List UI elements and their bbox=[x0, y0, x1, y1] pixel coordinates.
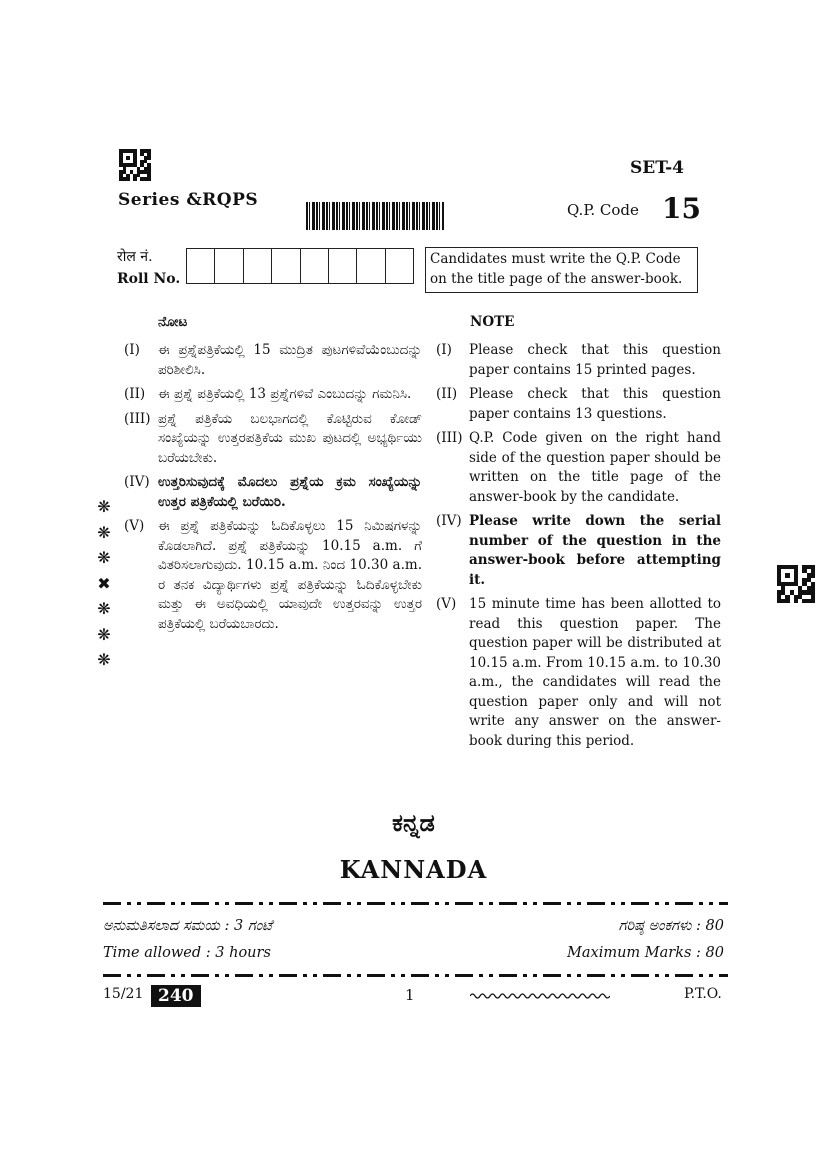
divider bbox=[103, 974, 728, 977]
paper-code: 15/21 bbox=[103, 986, 144, 1002]
wavy-line-icon bbox=[470, 992, 610, 1000]
roll-digit-box bbox=[357, 249, 385, 283]
english-note-item: (V) 15 minute time has been allotted to read this question paper. The question paper will be distributed at 10.15 a.m. From 10.15 a.m. to 10.30 a.m., the candidates will read the question paper only and will not write any answer on the answer-book during this period. bbox=[436, 596, 721, 749]
asterisk-icon: ❋ bbox=[97, 599, 111, 618]
qr-code-icon bbox=[777, 565, 815, 603]
max-marks-kannada: ಗರಿಷ್ಠ ಅಂಕಗಳು : 80 bbox=[618, 918, 724, 934]
qp-code-instruction-box: Candidates must write the Q.P. Code on the title page of the answer-book. bbox=[425, 247, 698, 293]
qp-code-number: 15 bbox=[662, 192, 701, 225]
roll-number-label bbox=[117, 246, 180, 290]
paper-badge: 240 bbox=[151, 985, 201, 1007]
asterisk-icon: ❋ bbox=[97, 497, 111, 516]
english-note-item: (I) Please check that this question paper contains 15 printed pages. bbox=[436, 342, 721, 378]
qr-module bbox=[811, 599, 815, 603]
roll-digit-box bbox=[272, 249, 300, 283]
roll-label-hindi: रोल नं. bbox=[117, 249, 153, 265]
subject-title-kannada: ಕನ್ನಡ bbox=[392, 808, 435, 837]
series-label: Series &RQPS bbox=[118, 190, 259, 210]
english-notes bbox=[436, 314, 721, 756]
time-allowed-kannada: ಅನುಮತಿಸಲಾದ ಸಮಯ : 3 ಗಂಟೆ bbox=[103, 918, 273, 934]
roll-number-boxes bbox=[186, 248, 414, 284]
asterisk-icon: ❋ bbox=[97, 624, 111, 644]
english-note-item: (II) Please check that this question paper contains 13 questions. bbox=[436, 386, 721, 422]
qr-code-icon bbox=[119, 149, 151, 181]
qp-code-label: Q.P. Code bbox=[567, 201, 639, 219]
kannada-notes-heading: ನೋಟ bbox=[158, 314, 188, 330]
kannada-note-item: (II) ಈ ಪ್ರಶ್ನೆ ಪತ್ರಿಕೆಯಲ್ಲಿ 13 ಪ್ರಶ್ನೆಗಳಿವೆ ಎಂಬುದನ್ನು ಗಮನಿಸಿ. bbox=[124, 386, 412, 402]
roll-digit-box bbox=[244, 249, 272, 283]
divider bbox=[103, 902, 728, 905]
english-note-item: (IV) Please write down the serial number of the question in the answer-book before attempting it. bbox=[436, 513, 721, 588]
margin-symbols bbox=[96, 494, 112, 673]
asterisk-icon: ❋ bbox=[97, 548, 111, 567]
english-note-item: (III) Q.P. Code given on the right hand side of the question paper should be written on the title page of the answer-book by the candidate. bbox=[436, 430, 721, 505]
kannada-notes bbox=[124, 314, 422, 639]
set-number: SET-4 bbox=[630, 158, 684, 178]
asterisk-icon: ❋ bbox=[97, 522, 111, 542]
barcode-icon bbox=[306, 202, 444, 230]
kannada-note-item: (IV) ಉತ್ತರಿಸುವುದಕ್ಕೆ ಮೊದಲು ಪ್ರಶ್ನೆಯ ಕ್ರಮ ಸಂಖ್ಯೆಯನ್ನು ಉತ್ತರ ಪತ್ರಿಕೆಯಲ್ಲಿ ಬರೆಯಿರಿ. bbox=[124, 474, 422, 510]
please-turn-over: P.T.O. bbox=[684, 986, 722, 1002]
cross-icon: ✖ bbox=[97, 573, 111, 593]
time-allowed-english: Time allowed : 3 hours bbox=[103, 945, 271, 961]
roll-label-english: Roll No. bbox=[117, 271, 181, 287]
asterisk-icon: ❋ bbox=[97, 650, 111, 669]
roll-digit-box bbox=[386, 249, 413, 283]
english-notes-heading: NOTE bbox=[470, 314, 515, 330]
roll-digit-box bbox=[187, 249, 215, 283]
kannada-note-item: (V) ಈ ಪ್ರಶ್ನೆ ಪತ್ರಿಕೆಯನ್ನು ಓದಿಕೊಳ್ಳಲು 15 ನಿಮಿಷಗಳನ್ನು ಕೊಡಲಾಗಿದೆ. ಪ್ರಶ್ನೆ ಪತ್ರಿಕೆಯನ್ನು 10.15 a.m. ಗೆ ವಿತರಿಸಲಾಗುವುದು. 10.15 a.m. ನಿಂದ 10.30 a.m. ರ ತನಕ ವಿದ್ಯಾರ್ಥಿಗಳು ಪ್ರಶ್ನೆ ಪತ್ರಿಕೆಯನ್ನು ಓದಿಕೊಳ್ಳಬೇಕು ಮತ್ತು ಈ ಅವಧಿಯಲ್ಲಿ ಯಾವುದೇ ಉತ್ತರವನ್ನು ಉತ್ತರ ಪತ್ರಿಕೆಯಲ್ಲಿ ಬರೆಯಬಾರದು. bbox=[124, 518, 422, 632]
roll-digit-box bbox=[215, 249, 243, 283]
kannada-note-item: (III) ಪ್ರಶ್ನೆ ಪತ್ರಿಕೆಯ ಬಲಭಾಗದಲ್ಲಿ ಕೊಟ್ಟಿರುವ ಕೋಡ್ ಸಂಖ್ಯೆಯನ್ನು ಉತ್ತರಪತ್ರಿಕೆಯ ಮುಖ ಪುಟದಲ್ಲಿ ಅಭ್ಯರ್ಥಿಯು ಬರೆಯಬೇಕು. bbox=[124, 410, 422, 466]
roll-digit-box bbox=[301, 249, 329, 283]
qr-module bbox=[147, 177, 151, 181]
subject-title-english: KANNADA bbox=[339, 855, 488, 884]
roll-digit-box bbox=[329, 249, 357, 283]
kannada-note-item: (I) ಈ ಪ್ರಶ್ನೆಪತ್ರಿಕೆಯಲ್ಲಿ 15 ಮುದ್ರಿತ ಪುಟಗಳಿವೆಯೆಂಬುದನ್ನು ಪರಿಶೀಲಿಸಿ. bbox=[124, 342, 422, 378]
page-number: 1 bbox=[405, 986, 415, 1004]
max-marks-english: Maximum Marks : 80 bbox=[567, 945, 724, 961]
